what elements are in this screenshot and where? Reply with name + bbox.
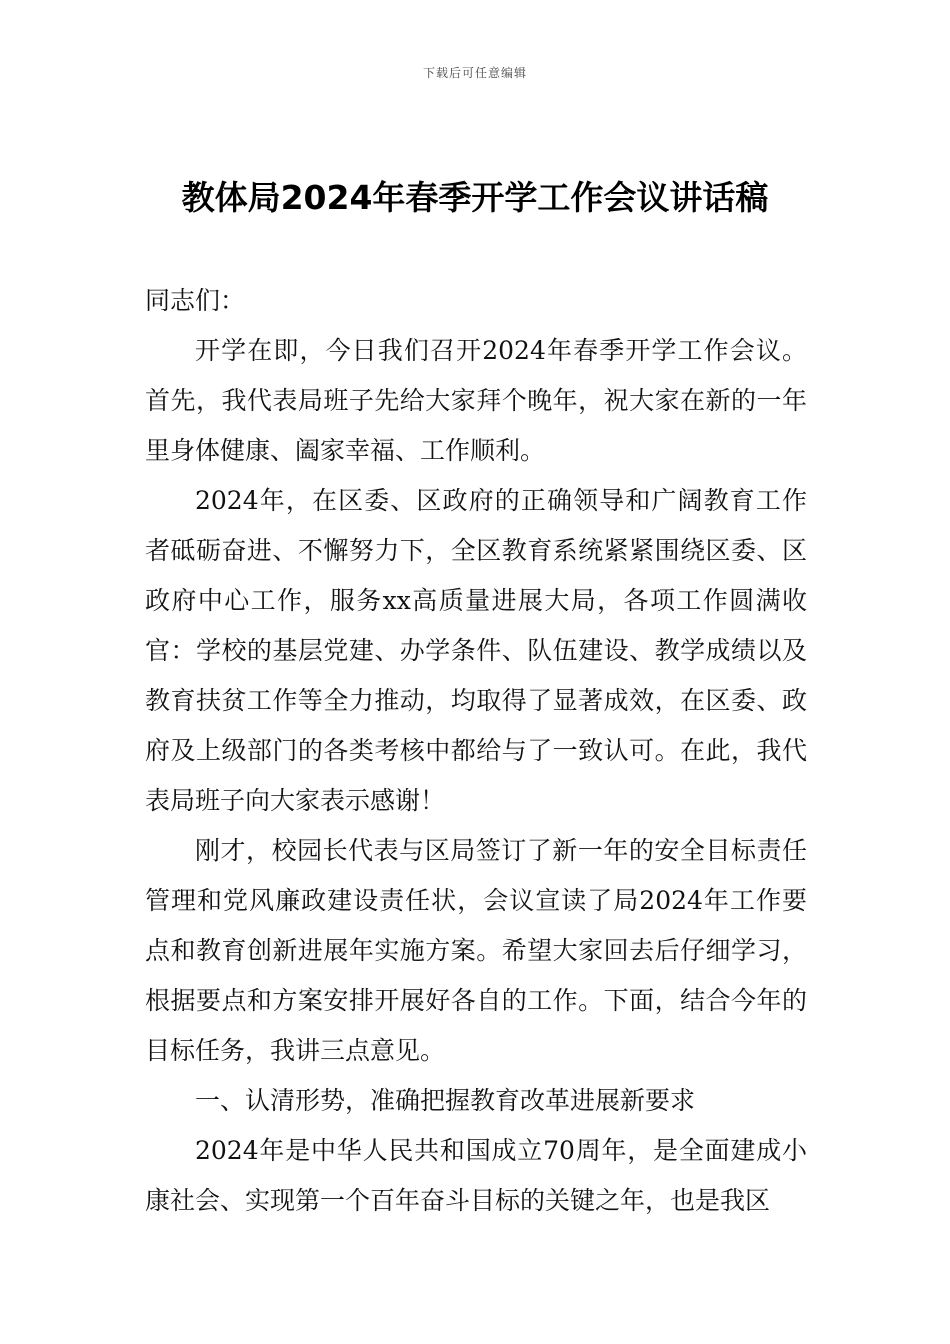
- paragraph-context: 2024年是中华人民共和国成立70周年，是全面建成小康社会、实现第一个百年奋斗目标的关键之年，也是我区: [145, 1136, 807, 1215]
- paragraph-review: 2024年，在区委、区政府的正确领导和广阔教育工作者砥砺奋进、不懈努力下，全区教育系统紧紧围绕区委、区政府中心工作，服务xx高质量进展大局，各项工作圆满收官：学校的基层党建、办学条件、队伍建设、教学成绩以及教育扶贫工作等全力推动，均取得了显著成效，在区委、政府及上级部门的各类考核中都给与了一致认可。在此，我代表局班子向大家表示感谢！: [145, 486, 807, 815]
- document-body: [145, 276, 807, 1226]
- section-heading-1: 一、认清形势，准确把握教育改革进展新要求: [195, 1086, 696, 1115]
- paragraph-opening: 开学在即，今日我们召开2024年春季开学工作会议。首先，我代表局班子先给大家拜个晚年，祝大家在新的一年里身体健康、阖家幸福、工作顺利。: [145, 336, 807, 465]
- document-title: 教体局2024年春季开学工作会议讲话稿: [181, 178, 769, 217]
- salutation: 同志们：: [145, 286, 246, 315]
- header-note: 下载后可任意编辑: [422, 66, 527, 80]
- paragraph-agenda: 刚才，校园长代表与区局签订了新一年的安全目标责任管理和党风廉政建设责任状，会议宣读了局2024年工作要点和教育创新进展年实施方案。希望大家回去后仔细学习，根据要点和方案安排开展好各自的工作。下面，结合今年的目标任务，我讲三点意见。: [145, 836, 807, 1065]
